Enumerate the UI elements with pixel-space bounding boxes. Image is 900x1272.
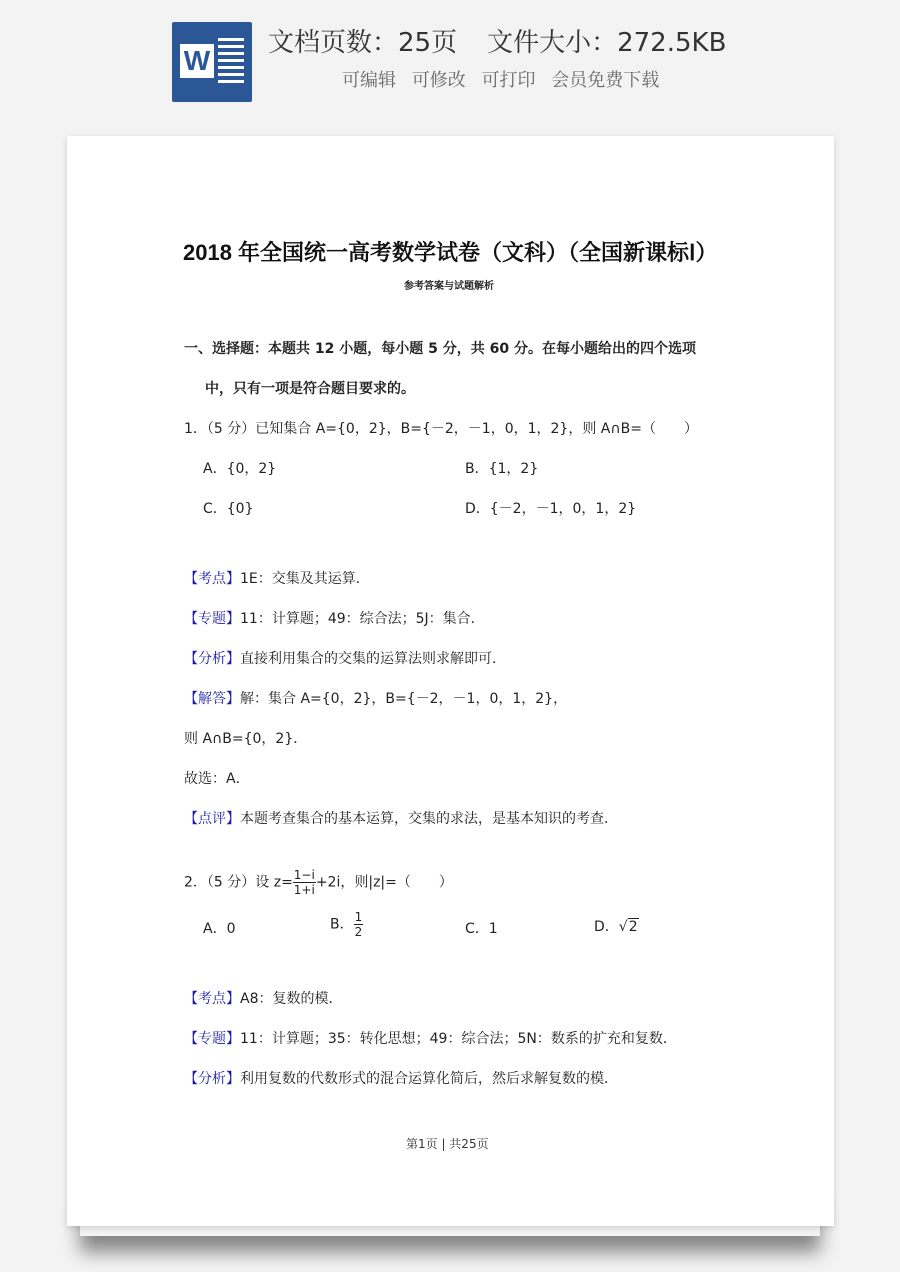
zhuanti-text: 11：计算题；49：综合法；5J：集合． xyxy=(240,611,485,627)
q2-fenxi xyxy=(184,1068,618,1088)
q1-solution-line3: 故选：A． xyxy=(184,771,250,787)
q1-solution-line2: 则 A∩B={0，2}． xyxy=(184,731,308,747)
zhuanti-tag: 【专题】 xyxy=(184,1031,240,1047)
word-document-icon xyxy=(172,22,252,102)
jieda-text: 解：集合 A={0，2}，B={－2，－1，0，1，2}， xyxy=(240,691,568,707)
zhuanti-tag: 【专题】 xyxy=(184,611,240,627)
question-1-option-b: B．{1，2} xyxy=(465,461,539,477)
permission-member-download: 会员免费下载 xyxy=(551,70,660,91)
q2-fraction xyxy=(293,868,316,897)
section-heading-line1: 一、选择题：本题共 12 小题，每小题 5 分，共 60 分。在每小题给出的四个选项 xyxy=(184,341,696,357)
document-page xyxy=(67,136,834,1226)
document-title: 2018 年全国统一高考数学试卷（文科）（全国新课标Ⅰ） xyxy=(183,240,718,265)
fenxi-text: 利用复数的代数形式的混合运算化简后，然后求解复数的模． xyxy=(240,1071,618,1087)
document-meta xyxy=(268,22,756,59)
question-1-option-a: A．{0，2} xyxy=(203,461,277,477)
q2-option-b-denominator: 2 xyxy=(354,925,363,939)
q1-zhuanti xyxy=(184,608,485,628)
q2-stem-prefix: 2．（5 分）设 z= xyxy=(184,874,293,891)
dianping-text: 本题考查集合的基本运算，交集的求法，是基本知识的考查． xyxy=(240,811,618,827)
fenxi-text: 直接利用集合的交集的运算法则求解即可． xyxy=(240,651,506,667)
sqrt-icon: √2 xyxy=(618,919,638,935)
question-2-option-a: A．0 xyxy=(203,921,236,937)
fenxi-tag: 【分析】 xyxy=(184,1071,240,1087)
fenxi-tag: 【分析】 xyxy=(184,651,240,667)
q2-kaodian xyxy=(184,988,342,1008)
permissions-line xyxy=(342,66,669,92)
q2-option-d-radicand: 2 xyxy=(628,919,638,935)
kaodian-text: A8：复数的模． xyxy=(240,991,343,1007)
question-1-option-c: C．{0} xyxy=(203,501,254,517)
text-lines-icon xyxy=(218,38,244,87)
question-2-option-b xyxy=(330,910,363,939)
document-info-header xyxy=(0,0,900,120)
jieda-tag: 【解答】 xyxy=(184,691,240,707)
q1-kaodian xyxy=(184,568,370,588)
q2-option-b-numerator: 1 xyxy=(354,910,363,924)
q1-fenxi xyxy=(184,648,506,668)
q2-option-d-label: D． xyxy=(594,919,619,935)
zhuanti-text: 11：计算题；35：转化思想；49：综合法；5N：数系的扩充和复数． xyxy=(240,1031,677,1047)
kaodian-tag: 【考点】 xyxy=(184,571,240,587)
page-count: 文档页数：25页 xyxy=(268,28,458,58)
q2-option-b-fraction xyxy=(354,910,364,939)
q2-stem-suffix: +2i，则|z|=（ ） xyxy=(315,874,453,891)
q2-option-b-label: B． xyxy=(330,916,354,933)
q1-dianping xyxy=(184,808,618,828)
q1-jieda xyxy=(184,688,567,708)
q2-fraction-denominator: 1+i xyxy=(293,883,315,897)
question-2-stem xyxy=(184,868,453,897)
dianping-tag: 【点评】 xyxy=(184,811,240,827)
question-2-option-c: C．1 xyxy=(465,921,498,937)
q2-zhuanti xyxy=(184,1028,677,1048)
page-footer: 第1页 | 共25页 xyxy=(406,1137,489,1151)
question-2-option-d xyxy=(594,916,639,936)
question-1-option-d: D．{－2，－1，0，1，2} xyxy=(465,501,637,517)
word-letter: W xyxy=(180,44,214,78)
permission-modifiable: 可修改 xyxy=(411,70,466,91)
kaodian-tag: 【考点】 xyxy=(184,991,240,1007)
file-size: 文件大小：272.5KB xyxy=(487,28,727,58)
kaodian-text: 1E：交集及其运算． xyxy=(240,571,370,587)
permission-printable: 可打印 xyxy=(481,70,536,91)
q2-fraction-numerator: 1−i xyxy=(293,868,315,882)
section-heading-line2: 中，只有一项是符合题目要求的。 xyxy=(205,381,415,397)
document-subtitle: 参考答案与试题解析 xyxy=(404,281,494,292)
permission-editable: 可编辑 xyxy=(342,70,396,91)
question-1-stem: 1．（5 分）已知集合 A={0，2}，B={－2，－1，0，1，2}，则 A∩B=（ ） xyxy=(184,421,698,437)
